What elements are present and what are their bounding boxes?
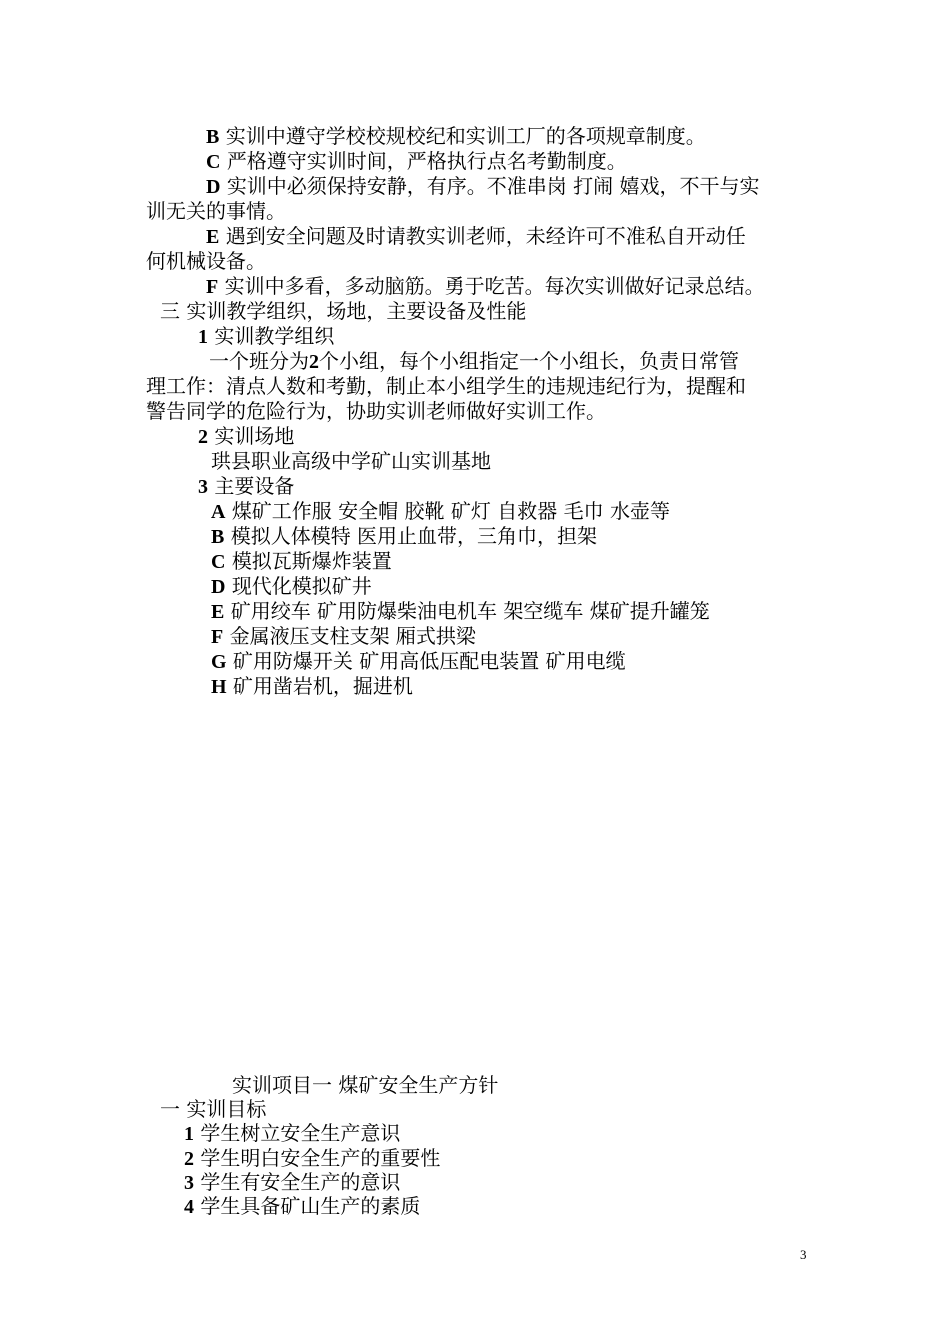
goal-number: 1 — [184, 1123, 194, 1145]
equipment-item — [211, 524, 597, 548]
item-text: 煤矿工作服 安全帽 胶靴 矿灯 自救器 毛巾 水壶等 — [231, 499, 670, 523]
rule-marker: B — [206, 126, 220, 148]
subheading-text: 实训教学组织 — [214, 324, 335, 348]
subheading-text: 实训场地 — [214, 424, 295, 448]
item-marker: D — [211, 576, 226, 598]
item-marker: F — [211, 626, 224, 648]
goal-heading: 一 实训目标 — [160, 1097, 267, 1121]
goal-item — [184, 1121, 400, 1145]
rule-text: 实训中遵守学校校规校纪和实训工厂的各项规章制度。 — [225, 124, 706, 148]
equipment-item — [211, 549, 392, 573]
item-text: 现代化模拟矿井 — [231, 574, 372, 598]
rule-c — [206, 149, 627, 173]
subheading-site — [198, 424, 294, 448]
item-marker: C — [211, 551, 226, 573]
goal-item — [184, 1146, 440, 1170]
org-text: 一个班分为 — [209, 349, 309, 373]
equipment-item — [211, 624, 476, 648]
rule-e-continuation: 何机械设备。 — [146, 249, 266, 273]
rule-text: 严格遵守实训时间，严格执行点名考勤制度。 — [226, 149, 627, 173]
rule-marker: D — [206, 176, 221, 198]
equipment-item — [211, 574, 372, 598]
item-marker: A — [211, 501, 226, 523]
subheading-number: 2 — [198, 426, 208, 448]
item-text: 模拟瓦斯爆炸装置 — [231, 549, 392, 573]
goal-text: 学生树立安全生产意识 — [200, 1121, 401, 1145]
item-text: 模拟人体模特 医用止血带，三角巾，担架 — [230, 524, 598, 548]
rule-d-continuation: 训无关的事情。 — [146, 199, 286, 223]
item-marker: B — [211, 526, 225, 548]
org-paragraph-line: 警告同学的危险行为，协助实训老师做好实训工作。 — [146, 399, 606, 423]
project-title: 实训项目一 煤矿安全生产方针 — [232, 1073, 499, 1097]
item-text: 矿用凿岩机，掘进机 — [232, 674, 413, 698]
rule-text: 遇到安全问题及时请教实训老师，未经许可不准私自开动任 — [225, 224, 746, 248]
equipment-item — [211, 649, 626, 673]
section-heading: 三 实训教学组织，场地，主要设备及性能 — [160, 299, 527, 323]
goal-number: 4 — [184, 1196, 194, 1218]
org-paragraph-line — [209, 349, 739, 373]
rule-marker: C — [206, 151, 221, 173]
rule-e — [206, 224, 746, 248]
subheading-number: 1 — [198, 326, 208, 348]
rule-b — [206, 124, 706, 148]
subheading-text: 主要设备 — [214, 474, 295, 498]
item-marker: H — [211, 676, 227, 698]
goal-text: 学生具备矿山生产的素质 — [200, 1194, 421, 1218]
rule-text: 实训中多看，多动脑筋。勇于吃苦。每次实训做好记录总结。 — [224, 274, 765, 298]
rule-f — [206, 274, 765, 298]
item-text: 矿用绞车 矿用防爆柴油电机车 架空缆车 煤矿提升罐笼 — [230, 599, 710, 623]
equipment-item — [211, 674, 413, 698]
org-text: 个小组，每个小组指定一个小组长，负责日常管 — [319, 349, 739, 373]
item-marker: G — [211, 651, 227, 673]
item-text: 矿用防爆开关 矿用高低压配电装置 矿用电缆 — [232, 649, 626, 673]
equipment-item — [211, 499, 670, 523]
equipment-item — [211, 599, 710, 623]
org-number: 2 — [309, 351, 319, 373]
goal-item — [184, 1170, 400, 1194]
rule-d — [206, 174, 760, 198]
page-number: 3 — [800, 1247, 807, 1262]
item-marker: E — [211, 601, 225, 623]
goal-text: 学生明白安全生产的重要性 — [200, 1146, 441, 1170]
goal-number: 3 — [184, 1172, 194, 1194]
rule-marker: F — [206, 276, 219, 298]
rule-text: 实训中必须保持安静，有序。不准串岗 打闹 嬉戏，不干与实 — [226, 174, 760, 198]
rule-marker: E — [206, 226, 220, 248]
goal-item — [184, 1194, 420, 1218]
subheading-number: 3 — [198, 476, 208, 498]
item-text: 金属液压支柱支架 厢式拱梁 — [229, 624, 476, 648]
org-paragraph-line: 理工作：清点人数和考勤，制止本小组学生的违规违纪行为，提醒和 — [146, 374, 746, 398]
site-value: 珙县职业高级中学矿山实训基地 — [211, 449, 491, 473]
subheading-equipment — [198, 474, 294, 498]
goal-number: 2 — [184, 1148, 194, 1170]
subheading-org — [198, 324, 334, 348]
goal-text: 学生有安全生产的意识 — [200, 1170, 401, 1194]
